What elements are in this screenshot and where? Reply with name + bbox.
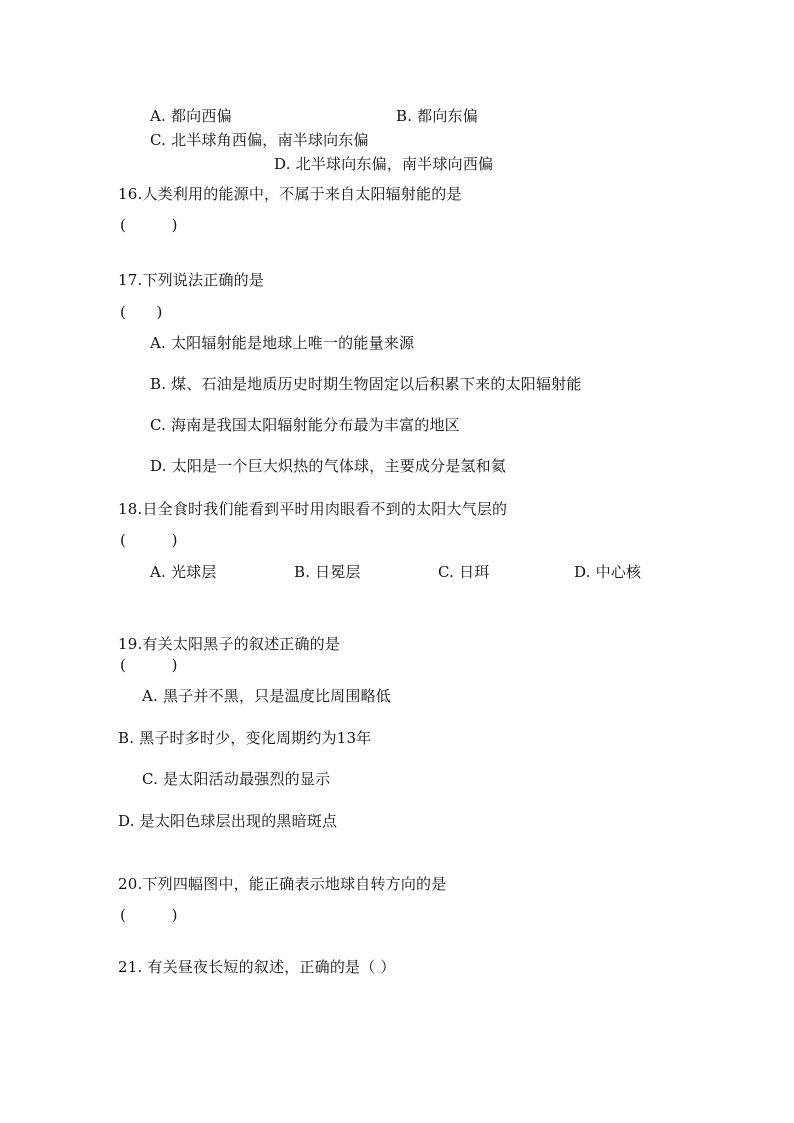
- q17-answer-paren: ( ): [120, 303, 163, 321]
- q21-stem: 21. 有关昼夜长短的叙述，正确的是（ ）: [118, 958, 396, 976]
- q15-option-a: A. 都向西偏: [150, 107, 232, 125]
- q18-option-a: A. 光球层: [150, 563, 217, 581]
- q19-option-d: D. 是太阳色球层出现的黑暗斑点: [118, 812, 338, 830]
- q18-stem: 18.日全食时我们能看到平时用肉眼看不到的太阳大气层的: [118, 500, 508, 518]
- q16-stem: 16.人类利用的能源中，不属于来自太阳辐射能的是: [118, 185, 462, 203]
- q18-option-d: D. 中心核: [574, 563, 642, 581]
- q18-option-b: B. 日冕层: [294, 563, 361, 581]
- q19-answer-paren: ( ): [120, 656, 178, 674]
- q18-option-c: C. 日珥: [438, 563, 490, 581]
- q17-option-d: D. 太阳是一个巨大炽热的气体球，主要成分是氢和氦: [150, 457, 507, 475]
- q15-option-d: D. 北半球向东偏，南半球向西偏: [274, 155, 494, 173]
- q19-option-b: B. 黑子时多时少，变化周期约为13年: [118, 729, 372, 747]
- q15-option-c: C. 北半球角西偏，南半球向东偏: [150, 131, 369, 149]
- q19-option-c: C. 是太阳活动最强烈的显示: [142, 770, 331, 788]
- q19-option-a: A. 黑子并不黑，只是温度比周围略低: [142, 687, 391, 705]
- q15-option-b: B. 都向东偏: [396, 107, 478, 125]
- q17-option-c: C. 海南是我国太阳辐射能分布最为丰富的地区: [150, 416, 460, 434]
- q17-stem: 17.下列说法正确的是: [118, 271, 265, 289]
- q17-option-b: B. 煤、石油是地质历史时期生物固定以后积累下来的太阳辐射能: [150, 375, 582, 393]
- q16-answer-paren: ( ): [120, 216, 178, 234]
- q17-option-a: A. 太阳辐射能是地球上唯一的能量来源: [150, 334, 415, 352]
- q19-stem: 19.有关太阳黑子的叙述正确的是: [118, 635, 341, 653]
- q20-stem: 20.下列四幅图中，能正确表示地球自转方向的是: [118, 875, 447, 893]
- q18-answer-paren: ( ): [120, 531, 178, 549]
- q20-answer-paren: ( ): [120, 906, 178, 924]
